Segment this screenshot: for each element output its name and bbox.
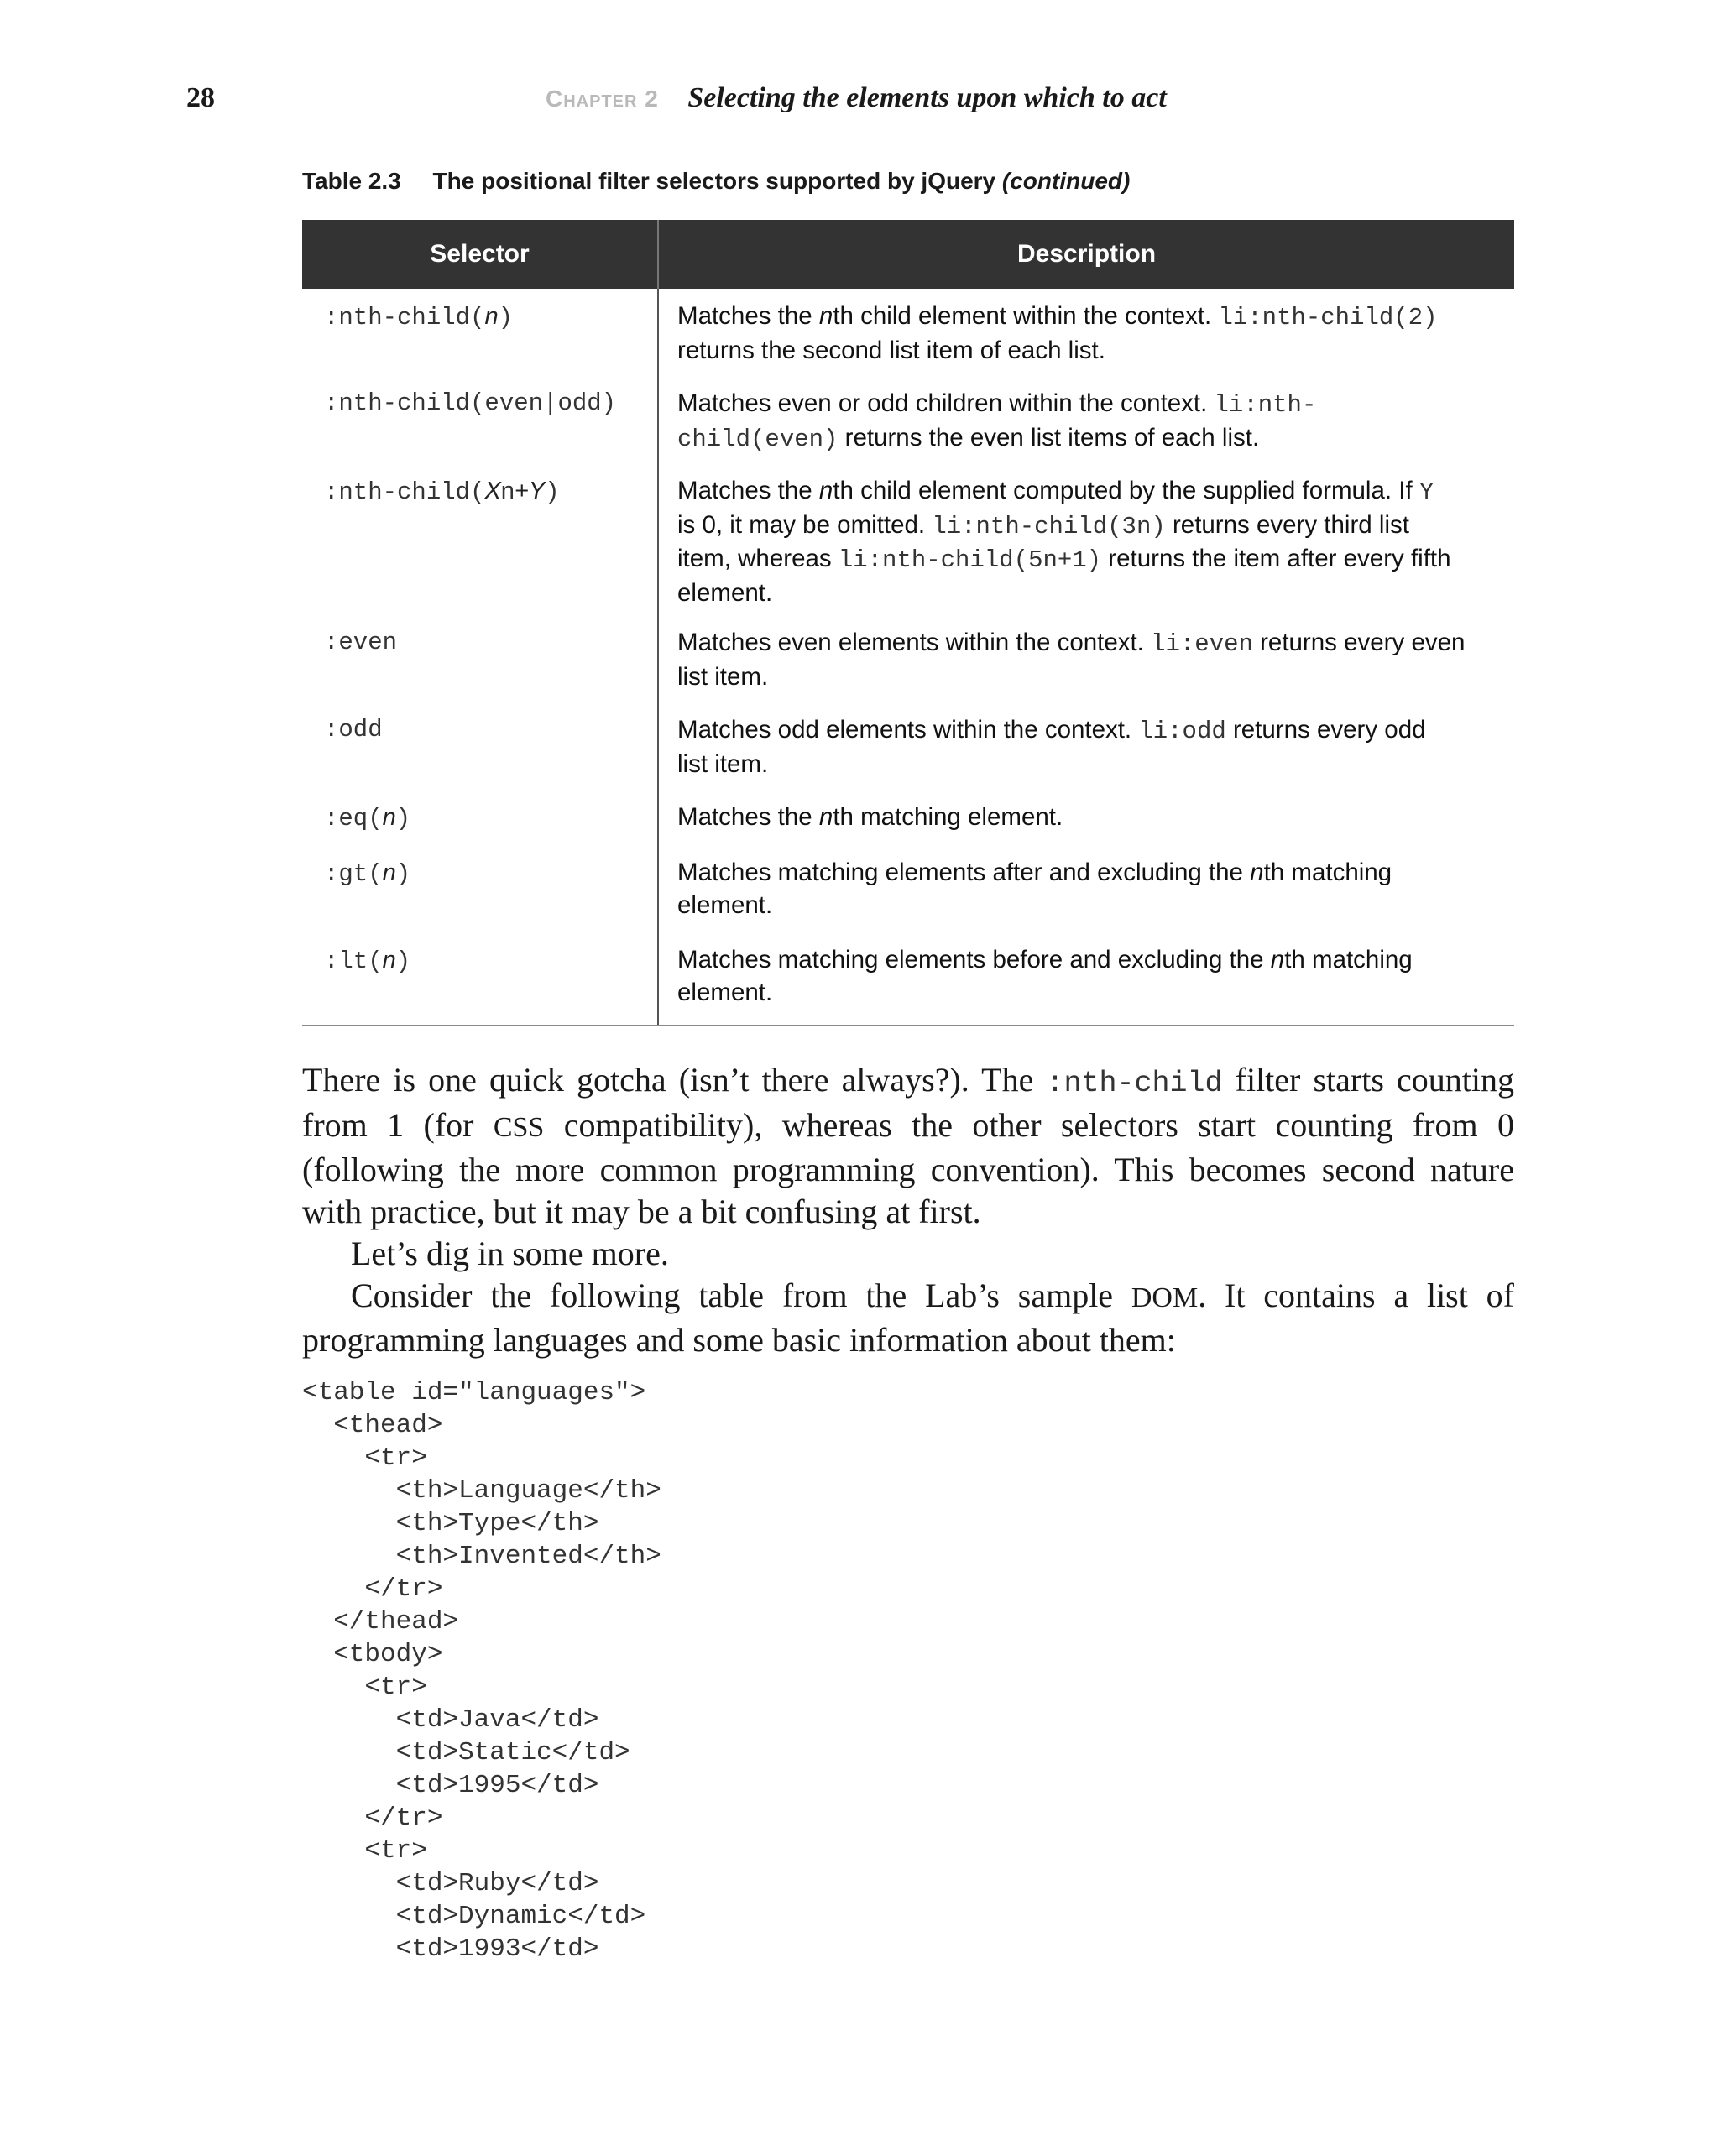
code-line: <td>1993</td> — [302, 1934, 599, 1964]
description-cell: Matches even or odd children within the context. li:nth- child(even) returns the even list items of each list. — [677, 389, 1317, 453]
code-line: </thead> — [302, 1607, 459, 1637]
table-row — [659, 388, 1514, 475]
table-row — [302, 388, 657, 475]
selector-cell: :eq(n) — [324, 804, 411, 833]
code-line: <th>Type</th> — [302, 1509, 599, 1538]
table-row — [302, 289, 657, 388]
table-row — [302, 801, 657, 857]
table-body — [302, 289, 1514, 1026]
code-line: <tr> — [302, 1443, 427, 1473]
table-row — [659, 944, 1514, 1025]
paragraph-gotcha: There is one quick gotcha (isn’t there always?). The :nth-child filter starts counting from 1 (for CSS compatibility), whereas the other selectors start counting from 0 (following the more common programming convention). This becomes second nature with practice, but it may be a bit confusing at first. — [302, 1061, 1515, 1230]
table-caption-number: Table 2.3 — [302, 168, 401, 194]
table-row — [659, 857, 1514, 944]
selector-column — [302, 289, 659, 1025]
selector-cell: :nth-child(even|odd) — [324, 389, 617, 417]
code-line: <tbody> — [302, 1640, 443, 1669]
description-cell: Matches the nth child element within the context. li:nth-child(2) returns the second list item of each list. — [677, 302, 1438, 364]
table-row — [302, 627, 657, 714]
table-row — [302, 944, 657, 1025]
code-line: <td>Java</td> — [302, 1705, 599, 1735]
chapter-title: Selecting the elements upon which to act — [687, 82, 1167, 113]
paragraph-dig-in: Let’s dig in some more. — [351, 1235, 669, 1272]
table-row — [302, 857, 657, 944]
selector-cell: :nth-child(n) — [324, 303, 513, 331]
code-line: <td>1995</td> — [302, 1771, 599, 1800]
code-line: <td>Dynamic</td> — [302, 1902, 646, 1931]
selector-cell: :nth-child(Xn+Y) — [324, 478, 560, 506]
table-row — [659, 289, 1514, 388]
code-line: <td>Static</td> — [302, 1738, 630, 1767]
code-line: <tr> — [302, 1673, 427, 1702]
code-line: <td>Ruby</td> — [302, 1869, 599, 1898]
table-row — [659, 627, 1514, 714]
code-line: <tr> — [302, 1836, 427, 1866]
description-column — [659, 289, 1514, 1025]
table-header — [302, 220, 1514, 289]
code-line: <table id="languages"> — [302, 1378, 646, 1407]
description-cell: Matches matching elements after and excluding the nth matching element. — [677, 859, 1392, 919]
selector-cell: :lt(n) — [324, 947, 411, 975]
paragraph-consider: Consider the following table from the Lab’s sample DOM. It contains a list of programming languages and some basic information about them: — [302, 1276, 1514, 1359]
selector-cell: :even — [324, 629, 398, 656]
header-selector: Selector — [302, 220, 659, 289]
body-text — [302, 1059, 1514, 1361]
code-line: <th>Language</th> — [302, 1476, 661, 1506]
description-cell: Matches even elements within the context. li:even returns every even list item. — [677, 629, 1466, 691]
running-header — [546, 82, 1167, 114]
description-cell: Matches the nth matching element. — [677, 803, 1063, 831]
code-line: <thead> — [302, 1411, 443, 1440]
selector-cell: :odd — [324, 716, 383, 744]
code-line: </tr> — [302, 1804, 443, 1833]
table-caption-title: The positional filter selectors supported by jQuery — [432, 168, 996, 194]
table-caption-continued: (continued) — [1001, 168, 1131, 194]
header-description: Description — [1016, 240, 1157, 268]
description-cell: Matches the nth child element computed by the supplied formula. If Y is 0, it may be omitted. li:nth-child(3n) returns every third list item, whereas li:nth-child(5n+1) returns the item after every fifth element. — [677, 477, 1451, 607]
code-line: <th>Invented</th> — [302, 1542, 661, 1571]
code-listing — [302, 1376, 661, 1965]
table-row — [659, 475, 1514, 627]
selector-table — [302, 220, 1514, 1026]
selector-cell: :gt(n) — [324, 859, 411, 888]
chapter-label: Chapter 2 — [546, 86, 659, 112]
table-row — [302, 475, 657, 627]
code-line: </tr> — [302, 1574, 443, 1604]
table-row — [302, 714, 657, 801]
description-cell: Matches odd elements within the context. li:odd returns every odd list item. — [677, 716, 1426, 778]
description-cell: Matches matching elements before and excluding the nth matching element. — [677, 946, 1413, 1006]
table-caption — [302, 168, 1130, 195]
table-row — [659, 801, 1514, 857]
page-number: 28 — [186, 82, 215, 113]
table-row — [659, 714, 1514, 801]
